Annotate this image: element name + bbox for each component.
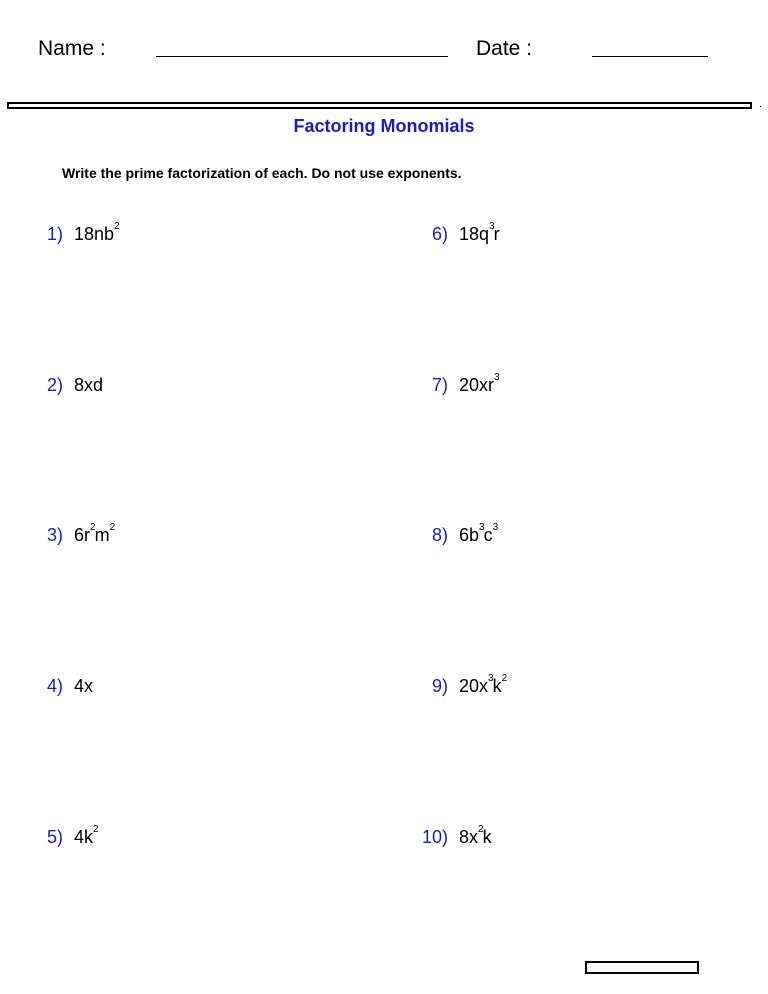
problem-number: 4) — [46, 676, 63, 696]
expression-base: k — [482, 827, 492, 847]
expression-base: 4k — [74, 827, 94, 847]
problem-2 — [23, 375, 103, 396]
problem-6 — [410, 221, 500, 245]
problem-expression — [74, 522, 115, 545]
expression-base: c — [483, 525, 493, 545]
problem-expression — [459, 673, 507, 696]
problem-1 — [23, 221, 119, 245]
expression-exponent: 3 — [494, 372, 499, 383]
name-label: Name : — [38, 37, 106, 60]
date-label: Date : — [476, 37, 533, 60]
problem-number: 6) — [431, 224, 448, 244]
problem-3 — [23, 522, 115, 546]
expression-base: 4x — [74, 676, 94, 696]
problem-expression — [74, 824, 98, 847]
divider-dot — [760, 106, 761, 107]
instructions: Write the prime factorization of each. Do not use exponents. — [62, 165, 462, 181]
expression-base: 8xd — [74, 375, 104, 395]
date-field[interactable] — [592, 56, 708, 57]
expression-base: 6r — [74, 525, 91, 545]
header-divider — [7, 102, 752, 109]
expression-base: 20xr — [459, 375, 495, 395]
problem-10 — [410, 824, 492, 848]
problem-number: 2) — [46, 375, 63, 395]
expression-base: 8x — [459, 827, 479, 847]
expression-base: m — [94, 525, 110, 545]
problem-expression — [74, 375, 103, 395]
expression-exponent: 2 — [478, 824, 483, 835]
expression-exponent: 3 — [479, 522, 484, 533]
expression-exponent: 2 — [109, 522, 115, 533]
problem-number: 8) — [431, 525, 448, 545]
expression-exponent: 2 — [501, 673, 507, 684]
problem-4 — [23, 676, 93, 697]
problem-expression — [459, 522, 498, 545]
problem-expression — [459, 824, 492, 847]
expression-base: 18q — [459, 224, 490, 244]
expression-exponent: 3 — [488, 673, 493, 684]
expression-base: 20x — [459, 676, 489, 696]
problem-expression — [74, 676, 93, 696]
problem-7 — [410, 372, 499, 396]
expression-exponent: 3 — [492, 522, 498, 533]
problem-number: 5) — [46, 827, 63, 847]
expression-base: 6b — [459, 525, 480, 545]
problem-number: 10) — [421, 827, 448, 847]
expression-exponent: 3 — [489, 221, 494, 232]
problem-expression — [74, 221, 119, 244]
problem-number: 9) — [431, 676, 448, 696]
name-field[interactable] — [156, 56, 448, 57]
problem-8 — [410, 522, 498, 546]
problem-expression — [459, 372, 499, 395]
problem-number: 3) — [46, 525, 63, 545]
expression-base: k — [492, 676, 502, 696]
expression-exponent: 2 — [90, 522, 95, 533]
worksheet-title: Factoring Monomials — [293, 116, 475, 136]
problem-expression — [459, 221, 500, 244]
score-box[interactable] — [585, 961, 699, 974]
problem-number: 1) — [46, 224, 63, 244]
expression-base: 18nb — [74, 224, 115, 244]
problem-number: 7) — [431, 375, 448, 395]
expression-exponent: 2 — [93, 824, 98, 835]
problem-9 — [410, 673, 507, 697]
expression-exponent: 2 — [114, 221, 119, 232]
expression-base: r — [493, 224, 500, 244]
problem-5 — [23, 824, 98, 848]
